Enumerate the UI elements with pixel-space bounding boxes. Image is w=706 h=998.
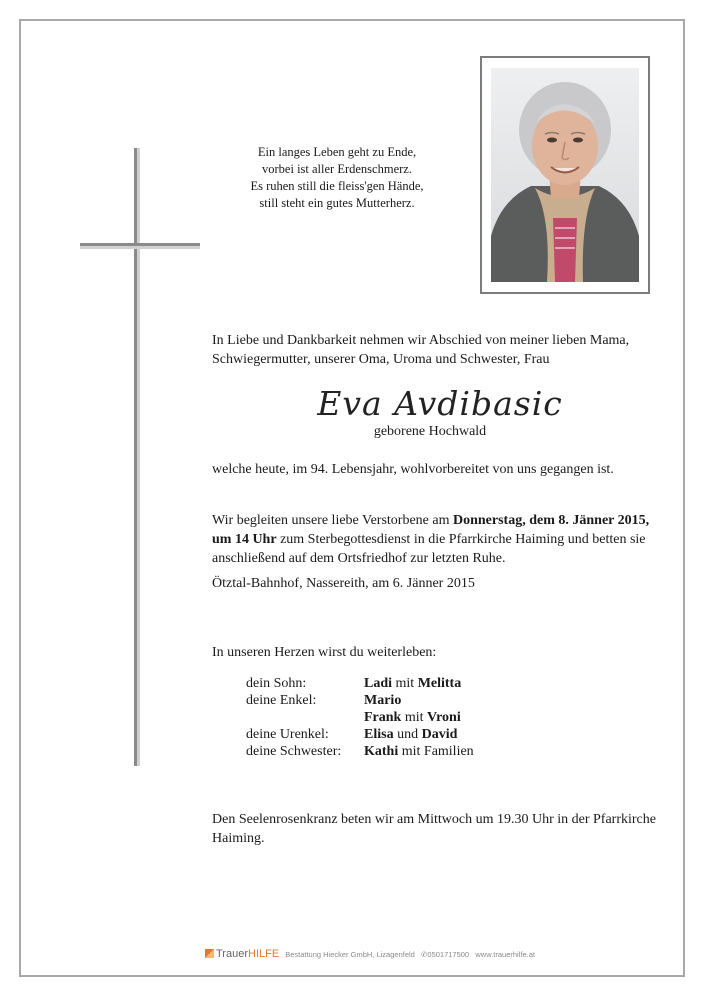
family-member-name: Vroni bbox=[427, 710, 461, 725]
family-member-name: Kathi bbox=[364, 744, 399, 759]
trauerhilfe-logo-icon bbox=[205, 949, 214, 958]
family-connector: und bbox=[393, 727, 422, 742]
brand-hilfe: HILFE bbox=[248, 948, 280, 960]
footer-website[interactable]: www.trauerhilfe.at bbox=[475, 950, 535, 959]
family-relation: dein Sohn: bbox=[246, 676, 307, 691]
rosary-line: Haiming. bbox=[212, 831, 265, 846]
family-names bbox=[364, 727, 457, 743]
family-relation: deine Urenkel: bbox=[246, 727, 329, 742]
funeral-details bbox=[212, 511, 662, 568]
brand-trauer: Trauer bbox=[216, 948, 248, 960]
funeral-text: zum Sterbegottesdienst in die Pfarrkirche Haiming und betten sie bbox=[276, 532, 646, 547]
remembrance-heading bbox=[212, 643, 662, 662]
cross-horizontal-bar bbox=[80, 243, 200, 249]
poem-line: Es ruhen still die fleiss'gen Hände, bbox=[250, 179, 424, 193]
portrait-photo bbox=[491, 68, 639, 282]
portrait-frame bbox=[480, 56, 650, 294]
family-relation: deine Schwester: bbox=[246, 744, 342, 759]
family-names bbox=[364, 710, 461, 726]
funeral-text: Wir begleiten unsere liebe Verstorbene am bbox=[212, 513, 453, 528]
death-notice-line: welche heute, im 94. Lebensjahr, wohlvorbereitet von uns gegangen ist. bbox=[212, 462, 614, 477]
death-notice bbox=[212, 460, 662, 479]
family-row bbox=[246, 693, 646, 711]
rosary-notice bbox=[212, 810, 662, 848]
funeral-line-3: anschließend auf dem Ortsfriedhof zur letzten Ruhe. bbox=[212, 551, 506, 566]
intro-line: Schwiegermutter, unserer Oma, Uroma und Schwester, Frau bbox=[212, 352, 550, 367]
family-connector: mit bbox=[401, 710, 428, 725]
family-row bbox=[246, 676, 646, 694]
family-names bbox=[364, 676, 461, 692]
family-member-name: Frank bbox=[364, 710, 402, 725]
funeral-line-1 bbox=[212, 511, 662, 530]
poem-line: Ein langes Leben geht zu Ende, bbox=[257, 145, 417, 159]
poem bbox=[222, 144, 452, 212]
poem-line: still steht ein gutes Mutterherz. bbox=[259, 196, 415, 210]
family-member-name: David bbox=[421, 727, 458, 742]
poem-line: vorbei ist aller Erdenschmerz. bbox=[262, 162, 412, 176]
footer bbox=[205, 948, 535, 962]
funeral-time: um 14 Uhr bbox=[212, 532, 277, 547]
family-row bbox=[246, 727, 646, 745]
family-member-name: Ladi bbox=[364, 676, 393, 691]
rosary-line: Den Seelenrosenkranz beten wir am Mittwoch um 19.30 Uhr in der Pfarrkirche bbox=[212, 812, 656, 827]
intro-line: In Liebe und Dankbarkeit nehmen wir Abschied von meiner lieben Mama, bbox=[212, 333, 630, 348]
maiden-name: geborene Hochwald bbox=[373, 424, 487, 439]
remembrance-line: In unseren Herzen wirst du weiterleben: bbox=[212, 645, 437, 660]
family-row bbox=[246, 744, 646, 762]
funeral-line-2 bbox=[212, 530, 662, 549]
family-member-name: Elisa bbox=[364, 727, 394, 742]
deceased-name: Eva Avdibasic bbox=[317, 384, 563, 423]
family-connector: mit bbox=[392, 676, 418, 691]
family-names bbox=[364, 744, 474, 760]
footer-company: Bestattung Hiecker GmbH, Lizagenfeld bbox=[285, 950, 415, 959]
cross-vertical-bar bbox=[134, 148, 140, 766]
place-date bbox=[212, 574, 662, 593]
funeral-date: Donnerstag, dem 8. Jänner 2015, bbox=[452, 513, 650, 528]
family-connector: mit Familien bbox=[398, 744, 474, 759]
family-names bbox=[364, 693, 401, 709]
family-row bbox=[246, 710, 646, 728]
family-member-name: Melitta bbox=[417, 676, 462, 691]
family-member-name: Mario bbox=[364, 693, 402, 708]
intro-text bbox=[212, 331, 662, 369]
family-relation: deine Enkel: bbox=[246, 693, 317, 708]
place-date-line: Ötztal-Bahnhof, Nassereith, am 6. Jänner 2015 bbox=[212, 576, 475, 591]
footer-phone: ✆0501717500 bbox=[421, 950, 470, 959]
